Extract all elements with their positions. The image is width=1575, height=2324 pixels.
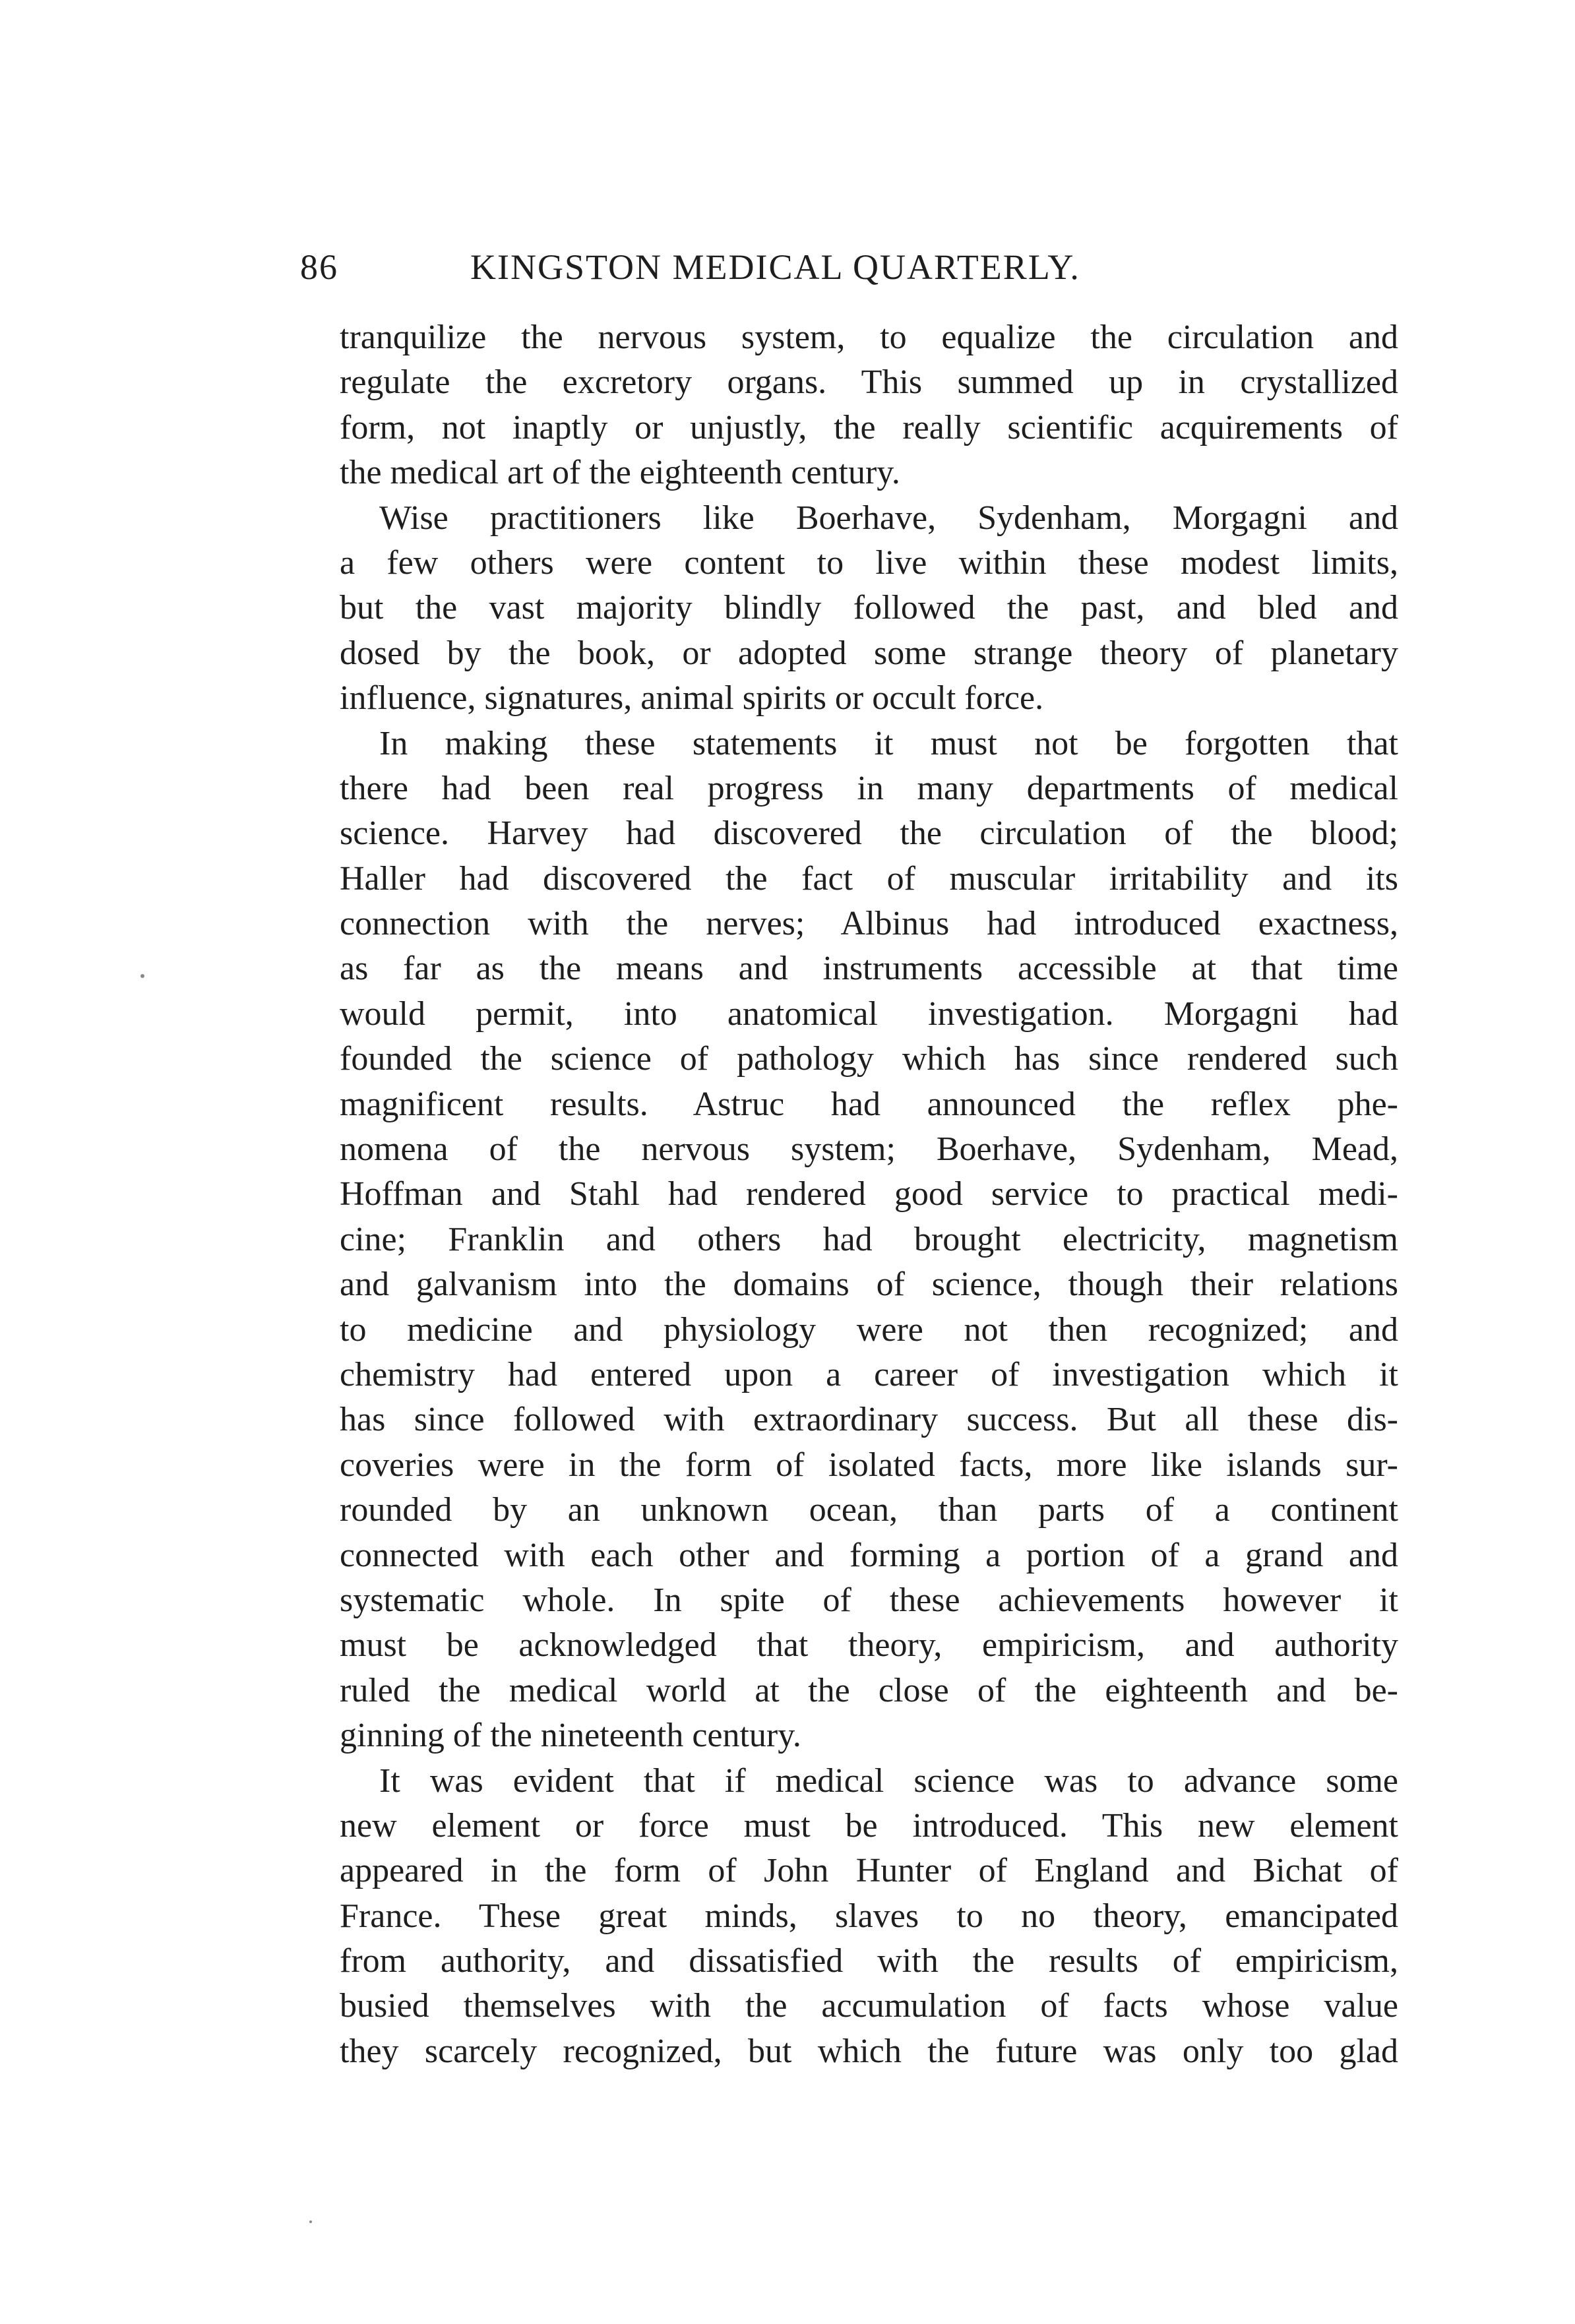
scan-speck (140, 974, 144, 978)
journal-title: KINGSTON MEDICAL QUARTERLY. (470, 247, 1080, 287)
text-line: from authority, and dissatisfied with the results of empiricism, (340, 1942, 1398, 1980)
text-line: new element or force must be introduced. This new element (340, 1806, 1398, 1845)
text-line: It was evident that if medical science was to advance some (379, 1761, 1398, 1800)
text-line: but the vast majority blindly followed the past, and bled and (340, 589, 1398, 627)
body-text (340, 315, 1398, 2074)
text-line: has since followed with extraordinary success. But all these dis- (340, 1401, 1398, 1439)
text-line: influence, signatures, animal spirits or occult force. (340, 679, 1044, 718)
text-line: to medicine and physiology were not then recognized; and (340, 1310, 1398, 1349)
text-line: and galvanism into the domains of science, though their relations (340, 1266, 1398, 1304)
text-line: coveries were in the form of isolated facts, more like islands sur- (340, 1446, 1398, 1484)
text-line: science. Harvey had discovered the circulation of the blood; (340, 814, 1398, 853)
text-line: tranquilize the nervous system, to equalize the circulation and (340, 319, 1398, 356)
text-line: appeared in the form of John Hunter of England and Bichat of (340, 1852, 1398, 1890)
scan-speck (309, 2220, 312, 2223)
text-line: the medical art of the eighteenth century. (340, 454, 900, 492)
text-line: systematic whole. In spite of these achievements however it (340, 1581, 1398, 1619)
text-line: they scarcely recognized, but which the future was only too glad (340, 2032, 1398, 2070)
running-head (300, 241, 1398, 293)
text-line: a few others were content to live within these modest limits, (340, 543, 1398, 582)
text-line: nomena of the nervous system; Boerhave, Sydenham, Mead, (340, 1130, 1398, 1169)
text-line: must be acknowledged that theory, empiricism, and authority (340, 1626, 1398, 1665)
page-number: 86 (300, 247, 338, 287)
text-line: cine; Franklin and others had brought electricity, magnetism (340, 1220, 1398, 1258)
text-line: as far as the means and instruments accessible at that time (340, 950, 1398, 988)
text-line: France. These great minds, slaves to no theory, emancipated (340, 1897, 1398, 1935)
text-line: ruled the medical world at the close of the eighteenth and be- (340, 1671, 1398, 1709)
text-line: ginning of the nineteenth century. (340, 1717, 801, 1755)
text-line: would permit, into anatomical investigation. Morgagni had (340, 994, 1398, 1033)
text-line: regulate the excretory organs. This summed up in crystallized (340, 363, 1398, 402)
text-line: connection with the nerves; Albinus had introduced exactness, (340, 905, 1398, 943)
text-line: magnificent results. Astruc had announced the reflex phe- (340, 1085, 1398, 1123)
text-line: busied themselves with the accumulation of facts whose value (340, 1987, 1398, 2025)
text-line: connected with each other and forming a portion of a grand and (340, 1536, 1398, 1574)
text-line: founded the science of pathology which has since rendered such (340, 1040, 1398, 1078)
text-line: rounded by an unknown ocean, than parts of a continent (340, 1491, 1398, 1529)
text-line: form, not inaptly or unjustly, the really scientific acquirements of (340, 408, 1398, 446)
text-line: Hoffman and Stahl had rendered good service to practical medi- (340, 1175, 1398, 1213)
text-line: Haller had discovered the fact of muscular irritability and its (340, 859, 1398, 898)
text-line: dosed by the book, or adopted some strange theory of planetary (340, 634, 1398, 672)
text-line: there had been real progress in many departments of medical (340, 769, 1398, 807)
text-line: Wise practitioners like Boerhave, Sydenham, Morgagni and (379, 499, 1398, 537)
text-line: chemistry had entered upon a career of investigation which it (340, 1355, 1398, 1393)
text-line: In making these statements it must not be forgotten that (379, 724, 1398, 762)
